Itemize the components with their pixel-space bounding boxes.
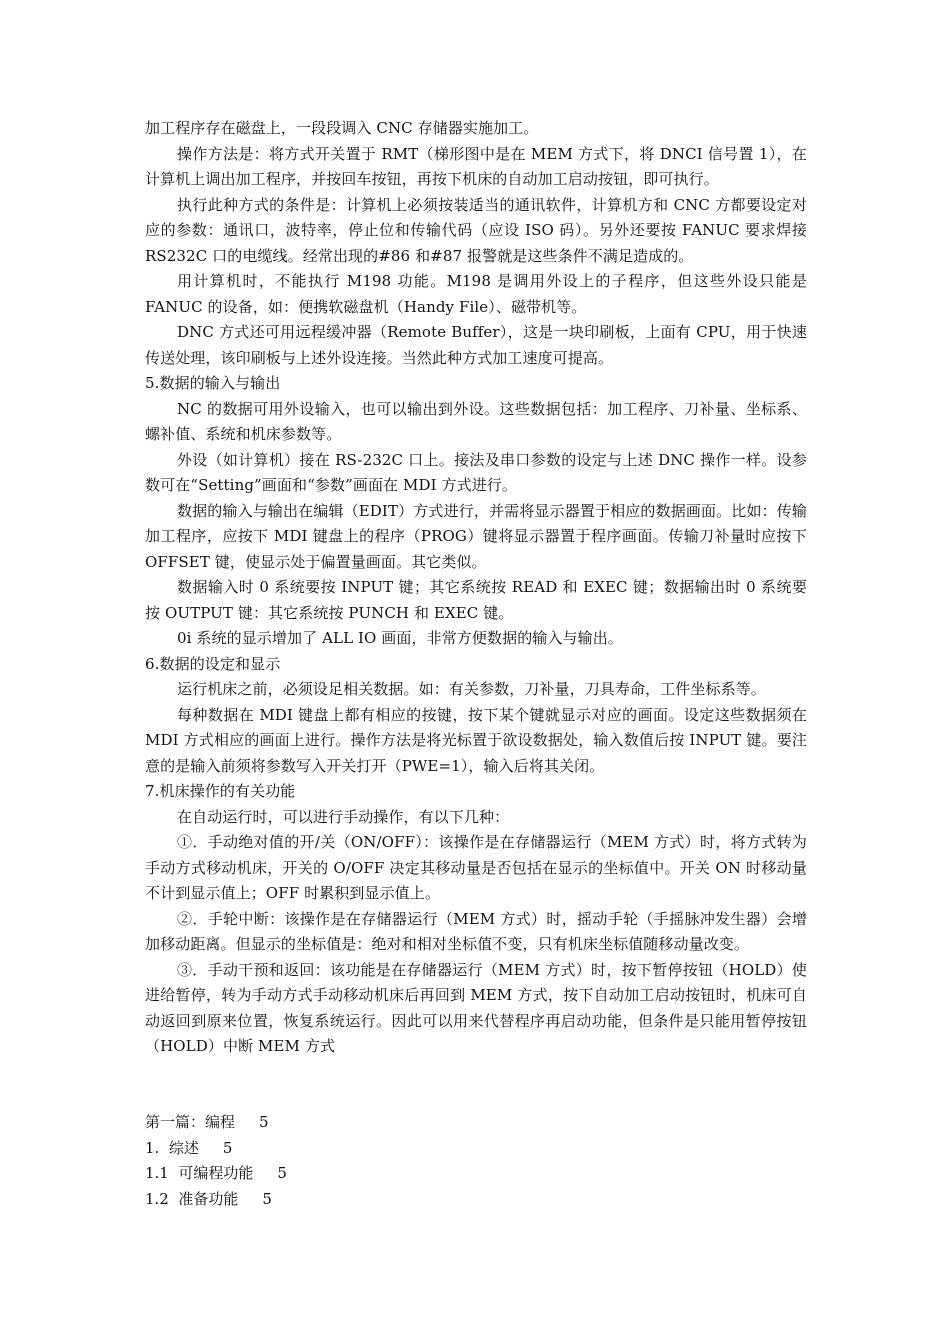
- toc-entry[interactable]: [145, 1187, 545, 1213]
- paragraph: 在自动运行时，可以进行手动操作，有以下几种：: [177, 807, 510, 826]
- toc-entry[interactable]: [145, 1110, 545, 1136]
- toc-label: 第一篇：编程: [145, 1113, 236, 1131]
- section-heading: 6.数据的设定和显示: [145, 654, 281, 673]
- table-of-contents: [145, 1110, 545, 1212]
- paragraph: 外设（如计算机）接在 RS-232C 口上。接法及串口参数的设定与上述 DNC 操作一样。设参数可在“Setting”画面和“参数”画面在 MDI 方式进行。: [145, 450, 807, 494]
- toc-page-number: 5: [259, 1113, 269, 1131]
- section-heading: 5.数据的输入与输出: [145, 374, 281, 392]
- toc-label: 1.2 准备功能: [145, 1189, 239, 1208]
- paragraph: ③．手动干预和返回：该功能是在存储器运行（MEM 方式）时，按下暂停按钮（HOLD）使进给暂停，转为手动方式手动移动机床后再回到 MEM 方式，按下自动加工启动按钮时，机床可自动返回到原来位置，恢复系统运行。因此可以用来代替程序再启动功能，但条件是只能用暂停按钮（HOLD）中断 MEM 方式: [145, 960, 807, 1055]
- section-heading: 7.机床操作的有关功能: [145, 782, 296, 800]
- paragraph: 执行此种方式的条件是：计算机上必须按装适当的通讯软件，计算机方和 CNC 方都要设定对应的参数：通讯口，波特率，停止位和传输代码（应设 ISO 码）。另外还要按 FANUC 要求焊接 RS232C 口的电缆线。经常出现的#86 和#87 报警就是这些条件不满足造成的。: [145, 195, 807, 265]
- paragraph: 数据的输入与输出在编辑（EDIT）方式进行，并需将显示器置于相应的数据画面。比如：传输加工程序，应按下 MDI 键盘上的程序（PROG）键将显示器置于程序画面。传输刀补量时应按下 OFFSET 键，使显示处于偏置量画面。其它类似。: [145, 501, 807, 571]
- toc-page-number: 5: [277, 1164, 287, 1182]
- body-text: [145, 116, 807, 1060]
- toc-entry[interactable]: [145, 1136, 545, 1162]
- paragraph: DNC 方式还可用远程缓冲器（Remote Buffer），这是一块印刷板，上面有 CPU，用于快速传送处理，该印刷板与上述外设连接。当然此种方式加工速度可提高。: [145, 323, 807, 367]
- toc-label: 1. 综述: [145, 1138, 199, 1157]
- toc-label: 1.1 可编程功能: [145, 1164, 254, 1182]
- paragraph: 运行机床之前，必须设足相关数据。如：有关参数，刀补量，刀具寿命，工件坐标系等。: [177, 680, 766, 698]
- paragraph: 每种数据在 MDI 键盘上都有相应的按键，按下某个键就显示对应的画面。设定这些数据须在 MDI 方式相应的画面上进行。操作方法是将光标置于欲设数据处，输入数值后按 INPUT 键。要注意的是输入前须将参数写入开关打开（PWE=1），输入后将其关闭。: [145, 705, 807, 775]
- toc-page-number: 5: [262, 1189, 272, 1208]
- paragraph: ②．手轮中断：该操作是在存储器运行（MEM 方式）时，摇动手轮（手摇脉冲发生器）会增加移动距离。但显示的坐标值是：绝对和相对坐标值不变，只有机床坐标值随移动量改变。: [145, 909, 807, 953]
- paragraph: 数据输入时 0 系统要按 INPUT 键；其它系统按 READ 和 EXEC 键；数据输出时 0 系统要按 OUTPUT 键：其它系统按 PUNCH 和 EXEC 键。: [145, 578, 807, 622]
- paragraph: ①．手动绝对值的开/关（ON/OFF）：该操作是在存储器运行（MEM 方式）时，将方式转为手动方式移动机床，开关的 O/OFF 决定其移动量是否包括在显示的坐标值中。开关 ON 时移动量不计到显示值上；OFF 时累积到显示值上。: [145, 833, 807, 902]
- paragraph: 用计算机时，不能执行 M198 功能。M198 是调用外设上的子程序，但这些外设只能是 FANUC 的设备，如：便携软磁盘机（Handy File）、磁带机等。: [145, 272, 807, 316]
- toc-entry[interactable]: [145, 1161, 545, 1187]
- paragraph: 0i 系统的显示增加了 ALL IO 画面，非常方便数据的输入与输出。: [177, 629, 623, 647]
- paragraph: 操作方法是：将方式开关置于 RMT（梯形图中是在 MEM 方式下，将 DNCI 信号置 1），在计算机上调出加工程序，并按回车按钮，再按下机床的自动加工启动按钮，即可执行。: [145, 144, 807, 188]
- toc-page-number: 5: [222, 1138, 233, 1157]
- paragraph: NC 的数据可用外设输入，也可以输出到外设。这些数据包括：加工程序、刀补量、坐标系、螺补值、系统和机床参数等。: [145, 399, 807, 443]
- paragraph: 加工程序存在磁盘上，一段段调入 CNC 存储器实施加工。: [145, 119, 539, 137]
